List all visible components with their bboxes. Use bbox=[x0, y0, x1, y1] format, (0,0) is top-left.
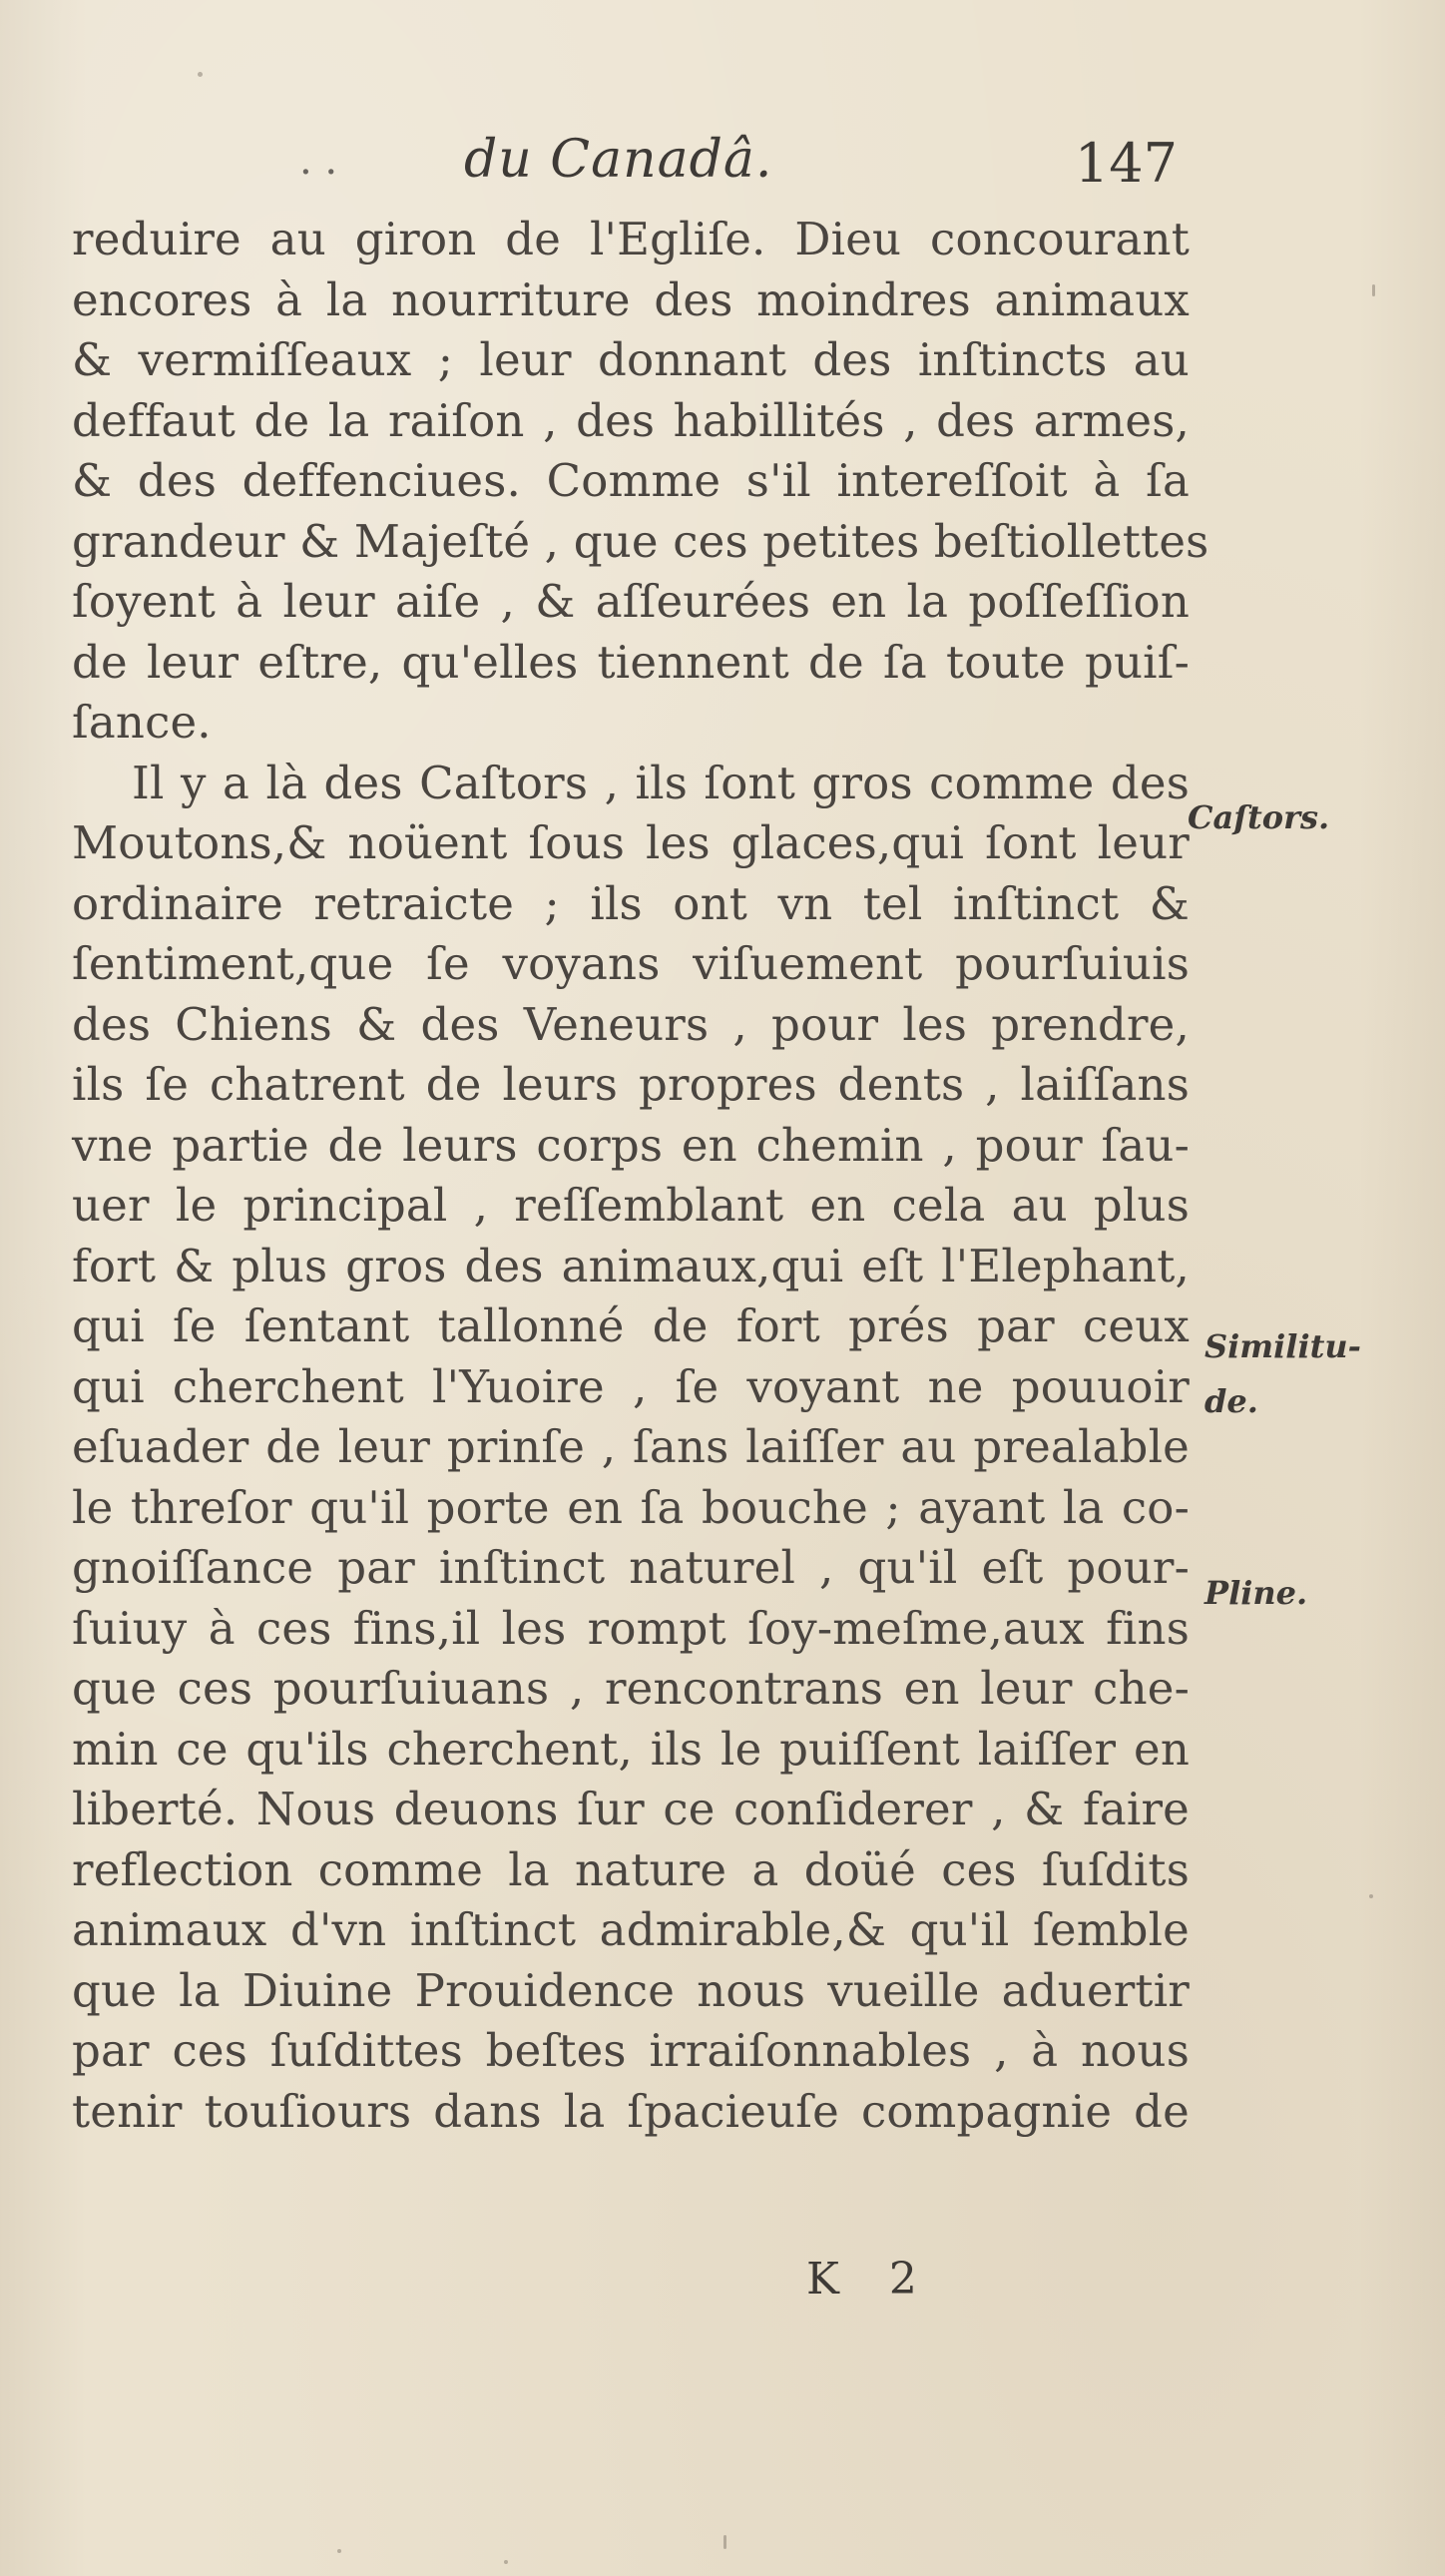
paper-speck bbox=[1372, 284, 1375, 296]
text-line: grandeur & Majeſté , que ces petites beſtiollettes bbox=[72, 514, 1209, 568]
text-line: qui cherchent l'Yuoire , ſe voyant ne pouuoir bbox=[72, 1359, 1190, 1413]
paper-speck bbox=[1369, 1894, 1373, 1898]
text-line: qui ſe ſentant tallonné de fort prés par ceux bbox=[72, 1299, 1190, 1352]
text-line: que la Diuine Prouidence nous vueille aduertir bbox=[72, 1963, 1190, 2017]
text-line: ſance. bbox=[72, 696, 212, 749]
text-line: vne partie de leurs corps en chemin , pour ſau- bbox=[72, 1118, 1190, 1172]
text-line: ſoyent à leur aiſe , & aſſeurées en la poſſeſſion bbox=[72, 575, 1190, 628]
text-line: le threſor qu'il porte en ſa bouche ; ayant la co- bbox=[72, 1480, 1190, 1534]
text-line: Il y a là des Caſtors , ils ſont gros comme des bbox=[132, 756, 1190, 809]
running-title: du Canadâ. bbox=[464, 130, 773, 190]
text-line: min ce qu'ils cherchent, ils le puiſſent laiſſer en bbox=[72, 1722, 1190, 1776]
text-line: deffaut de la raiſon , des habillités , des armes, bbox=[72, 393, 1190, 447]
text-line: & vermiſſeaux ; leur donnant des inſtincts au bbox=[72, 333, 1190, 386]
text-line: de leur eſtre, qu'elles tiennent de ſa toute puiſ- bbox=[72, 635, 1190, 689]
header-dots: . . bbox=[299, 138, 338, 184]
text-line: ordinaire retraicte ; ils ont vn tel inſtinct & bbox=[72, 876, 1190, 930]
page-header bbox=[299, 130, 1178, 210]
margin-note-similitude-cont: de. bbox=[1204, 1382, 1258, 1420]
text-line: Moutons,& noüent ſous les glaces,qui ſont leur bbox=[72, 816, 1190, 869]
text-line: reflection comme la nature a doüé ces ſuſdits bbox=[72, 1842, 1190, 1896]
text-line: reduire au giron de l'Egliſe. Dieu concourant bbox=[72, 213, 1190, 265]
text-line: eſuader de leur prinſe , ſans laiſſer au prealable bbox=[72, 1420, 1190, 1473]
page-number: 147 bbox=[1074, 132, 1178, 195]
text-line: que ces pourſuiuans , rencontrans en leur che- bbox=[72, 1662, 1190, 1715]
text-line: & des deffenciues. Comme s'il intereſſoit à ſa bbox=[72, 454, 1190, 507]
text-line: gnoiſſance par inſtinct naturel , qu'il eſt pour- bbox=[72, 1541, 1190, 1594]
text-line: tenir touſiours dans la ſpacieuſe compagnie de bbox=[72, 2084, 1190, 2138]
text-line: encores à la nourriture des moindres animaux bbox=[72, 272, 1190, 326]
paper-speck bbox=[723, 2535, 726, 2549]
paper-speck bbox=[198, 72, 203, 77]
text-line: des Chiens & des Veneurs , pour les prendre, bbox=[72, 997, 1190, 1051]
text-line: ils ſe chatrent de leurs propres dents , laiſſans bbox=[72, 1058, 1190, 1111]
text-line: uer le principal , reſſemblant en cela au plus bbox=[72, 1179, 1190, 1232]
text-line: fort & plus gros des animaux,qui eſt l'Elephant, bbox=[72, 1239, 1190, 1292]
text-line: ſentiment,que ſe voyans viſuement pourſuiuis bbox=[72, 937, 1190, 990]
text-line: par ces ſuſdittes beſtes irraiſonnables , à nous bbox=[72, 2024, 1190, 2077]
text-line: animaux d'vn inſtinct admirable,& qu'il ſemble bbox=[72, 1903, 1190, 1956]
margin-note-similitude: Similitu- bbox=[1204, 1327, 1361, 1365]
margin-note-castors: Caſtors. bbox=[1188, 798, 1330, 836]
text-line: ſuiuy à ces fins,il les rompt ſoy-meſme,aux fins bbox=[72, 1601, 1190, 1655]
signature-mark: K 2 bbox=[806, 2254, 935, 2305]
body-text bbox=[72, 210, 1209, 2142]
text-line: liberté. Nous deuons ſur ce conſiderer , & faire bbox=[72, 1783, 1190, 1835]
paper-speck bbox=[337, 2549, 341, 2553]
margin-note-pline: Pline. bbox=[1204, 1574, 1308, 1612]
paper-speck bbox=[504, 2560, 508, 2564]
